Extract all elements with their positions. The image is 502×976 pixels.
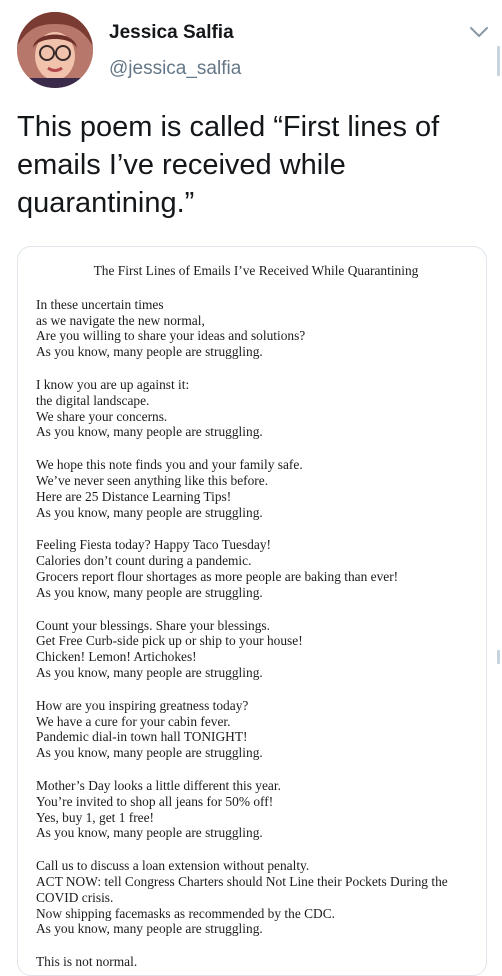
avatar[interactable] xyxy=(17,12,93,88)
poem-line: You’re invited to shop all jeans for 50% off! xyxy=(36,793,274,809)
poem-stanza xyxy=(36,297,476,360)
poem-line: As you know, many people are struggling. xyxy=(36,584,263,600)
poem-line: Yes, buy 1, get 1 free! xyxy=(36,809,155,825)
poem-stanza xyxy=(36,537,476,600)
poem-line: As you know, many people are struggling. xyxy=(36,424,263,440)
poem-line: How are you inspiring greatness today? xyxy=(36,697,249,713)
poem-line: In these uncertain times xyxy=(36,296,164,312)
poem-line: the digital landscape. xyxy=(36,392,150,408)
avatar-photo xyxy=(17,12,93,88)
poem-line: Chicken! Lemon! Artichokes! xyxy=(36,649,197,665)
tweet-text: This poem is called “First lines of emails I’ve received while quarantining.” xyxy=(17,111,440,219)
poem-title: The First Lines of Emails I’ve Received While Quarantining xyxy=(93,263,419,278)
poem-stanza xyxy=(36,377,476,440)
poem-line: As you know, many people are struggling. xyxy=(36,664,263,680)
poem-line: We hope this note finds you and your family safe. xyxy=(36,457,303,473)
poem-line: Pandemic dial-in town hall TONIGHT! xyxy=(36,729,248,745)
poem-line: Feeling Fiesta today? Happy Taco Tuesday! xyxy=(36,537,271,553)
author-name[interactable]: Jessica Salfia xyxy=(109,22,234,43)
poem-line: We share your concerns. xyxy=(36,408,168,424)
poem-stanza xyxy=(36,698,476,761)
poem xyxy=(36,263,476,976)
poem-line: Here are 25 Distance Learning Tips! xyxy=(36,488,232,504)
poem-line: This is not normal. xyxy=(36,954,138,970)
poem-line: as we navigate the new normal, xyxy=(36,312,205,328)
poem-line: Are you willing to share your ideas and solutions? xyxy=(36,328,306,344)
poem-stanza xyxy=(36,858,476,937)
poem-line: Call us to discuss a loan extension without penalty. xyxy=(36,858,310,874)
poem-stanzas xyxy=(36,297,476,970)
poem-line: ACT NOW: tell Congress Charters should Not Line their Pockets During the COVID crisis. xyxy=(36,873,448,905)
poem-line: Get Free Curb-side pick up or ship to your house! xyxy=(36,633,303,649)
poem-line: Calories don’t count during a pandemic. xyxy=(36,553,252,569)
poem-line: Count your blessings. Share your blessings. xyxy=(36,617,270,633)
poem-line: I know you are up against it: xyxy=(36,376,190,392)
chevron-down-icon[interactable] xyxy=(468,24,490,40)
poem-stanza xyxy=(36,618,476,681)
poem-line: As you know, many people are struggling. xyxy=(36,504,263,520)
poem-stanza xyxy=(36,954,476,970)
poem-line: We’ve never seen anything like this before. xyxy=(36,472,269,488)
poem-line: Mother’s Day looks a little different this year. xyxy=(36,777,281,793)
poem-stanza xyxy=(36,778,476,841)
poem-line: As you know, many people are struggling. xyxy=(36,921,263,937)
poem-stanza xyxy=(36,457,476,520)
poem-line: Now shipping facemasks as recommended by the CDC. xyxy=(36,905,335,921)
poem-line: We have a cure for your cabin fever. xyxy=(36,713,231,729)
poem-line: As you know, many people are struggling. xyxy=(36,745,263,761)
poem-line: As you know, many people are struggling. xyxy=(36,344,263,360)
attached-image[interactable] xyxy=(17,246,487,976)
poem-line: As you know, many people are struggling. xyxy=(36,825,263,841)
scroll-edge-marker xyxy=(497,650,500,664)
scroll-edge-marker xyxy=(497,46,500,76)
poem-line: Grocers report flour shortages as more people are baking than ever! xyxy=(36,568,399,584)
author-handle[interactable]: @jessica_salfia xyxy=(109,58,242,79)
